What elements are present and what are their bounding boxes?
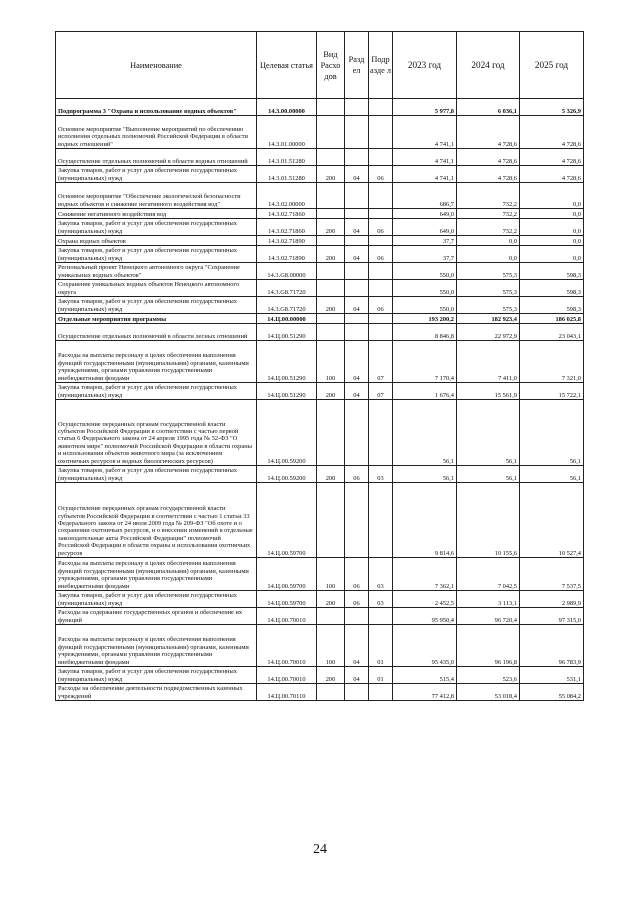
row-type [317,209,345,219]
row-2023: 56,1 [393,466,457,483]
row-2025: 531,1 [520,667,584,684]
row-2025: 97 315,0 [520,608,584,625]
row-section [345,263,369,280]
row-target: 14.3.01.51280 [257,166,317,183]
row-2025: 55 084,2 [520,684,584,701]
row-name: Закупка товаров, работ и услуг для обеспечения государственных (муниципальных) нужд [56,591,257,608]
row-section [345,99,369,116]
row-name: Закупка товаров, работ и услуг для обеспечения государственных (муниципальных) нужд [56,219,257,236]
row-section [345,483,369,558]
row-2024: 575,3 [457,297,520,314]
row-2024: 575,3 [457,280,520,297]
row-name: Закупка товаров, работ и услуг для обеспечения государственных (муниципальных) нужд [56,383,257,400]
row-2023: 95 950,4 [393,608,457,625]
row-2023: 686,7 [393,183,457,209]
row-section: 04 [345,667,369,684]
row-target: 14.Ц.00.00000 [257,314,317,324]
row-target: 14.Ц.00.70010 [257,667,317,684]
row-target: 14.Ц.00.51290 [257,324,317,341]
row-section [345,684,369,701]
header-row [56,32,584,99]
row-section [345,236,369,246]
table-row [56,209,584,219]
row-2025: 7 321,0 [520,341,584,383]
row-section: 04 [345,383,369,400]
row-2024: 732,2 [457,219,520,236]
row-type [317,483,345,558]
row-name: Закупка товаров, работ и услуг для обеспечения государственных (муниципальных) нужд [56,297,257,314]
row-target: 14.3.02.71890 [257,236,317,246]
row-section [345,149,369,166]
row-subsection [369,608,393,625]
row-type: 200 [317,246,345,263]
table-row [56,483,584,558]
row-subsection [369,116,393,149]
row-2024: 7 042,5 [457,558,520,591]
row-2024: 4 728,6 [457,116,520,149]
row-type [317,608,345,625]
header-target: Целевая статья [257,32,317,99]
row-name: Расходы на выплаты персоналу в целях обеспечения выполнения функций государственными (муниципальными) органами, казенными учреждениями, органами управления государственными внебюджетными фондами [56,341,257,383]
row-type: 200 [317,297,345,314]
table-row [56,219,584,236]
row-subsection [369,280,393,297]
row-2023: 9 814,6 [393,483,457,558]
row-subsection [369,263,393,280]
row-2023: 7 362,1 [393,558,457,591]
row-section [345,183,369,209]
row-name: Осуществление переданных органам государственной власти субъектов Российской Федерации в соответствии с частью 1 статьи 33 Федерального закона от 24 июля 2009 года № 209-ФЗ "Об охоте и о сохранении охотничьих ресурсов, и о внесении изменений в отдельные законодательные акты Российской Федерации" полномочий Российской Федерации в области охраны и использования охотничьих ресурсов [56,483,257,558]
table-row [56,684,584,701]
row-subsection: 06 [369,166,393,183]
row-2023: 37,7 [393,246,457,263]
header-2024: 2024 год [457,32,520,99]
row-2024: 96 720,4 [457,608,520,625]
row-2024: 732,2 [457,209,520,219]
row-2024: 575,3 [457,263,520,280]
row-2024: 4 728,6 [457,166,520,183]
row-type [317,183,345,209]
row-2023: 649,0 [393,209,457,219]
row-section: 04 [345,625,369,667]
row-2025: 56,1 [520,466,584,483]
row-type: 200 [317,383,345,400]
row-subsection [369,149,393,166]
row-target: 14.3.G8.71720 [257,297,317,314]
row-2023: 56,1 [393,400,457,466]
row-name: Закупка товаров, работ и услуг для обеспечения государственных (муниципальных) нужд [56,246,257,263]
row-2023: 4 741,1 [393,149,457,166]
row-section: 04 [345,341,369,383]
row-type: 200 [317,667,345,684]
row-subsection: 03 [369,558,393,591]
row-type [317,236,345,246]
row-2023: 8 846,8 [393,324,457,341]
table-body [56,99,584,701]
header-name: Наименование [56,32,257,99]
row-2024: 56,1 [457,466,520,483]
row-name: Подпрограмма 3 "Охрана и использование водных объектов" [56,99,257,116]
table-row [56,116,584,149]
row-2024: 3 113,1 [457,591,520,608]
row-2025: 0,0 [520,183,584,209]
row-2024: 0,0 [457,246,520,263]
row-name: Охрана водных объектов [56,236,257,246]
table-row [56,149,584,166]
row-2024: 523,6 [457,667,520,684]
row-target: 14.Ц.00.51290 [257,341,317,383]
row-section [345,116,369,149]
row-target: 14.3.02.71860 [257,219,317,236]
row-target: 14.3.01.00000 [257,116,317,149]
row-target: 14.3.00.00000 [257,99,317,116]
row-section [345,400,369,466]
row-2024: 96 196,8 [457,625,520,667]
row-2025: 4 728,6 [520,166,584,183]
table-row [56,263,584,280]
row-name: Осуществление отдельных полномочий в области водных отношений [56,149,257,166]
row-type [317,400,345,466]
row-2025: 7 537,5 [520,558,584,591]
row-section: 04 [345,246,369,263]
row-2025: 0,0 [520,246,584,263]
row-2025: 4 728,6 [520,116,584,149]
row-subsection [369,400,393,466]
table-row [56,608,584,625]
row-2023: 7 170,4 [393,341,457,383]
row-name: Сохранение уникальных водных объектов Ненецкого автономного округа [56,280,257,297]
table-row [56,183,584,209]
row-subsection: 03 [369,591,393,608]
row-name: Основное мероприятие "Выполнение мероприятий по обеспечению исполнения отдельных полномочий Российской Федерации в области водных отношений" [56,116,257,149]
table-row [56,400,584,466]
row-subsection [369,684,393,701]
row-type [317,314,345,324]
row-subsection [369,236,393,246]
budget-table [55,31,584,701]
row-subsection [369,209,393,219]
table-row [56,591,584,608]
table-row [56,314,584,324]
row-section [345,324,369,341]
row-name: Расходы на выплаты персоналу в целях обеспечения выполнения функций государственными (муниципальными) органами, казенными учреждениями, органами управления государственными внебюджетными фондами [56,625,257,667]
header-section: Разд ел [345,32,369,99]
row-target: 14.3.G8.00000 [257,263,317,280]
table-row [56,558,584,591]
table-row [56,236,584,246]
row-2023: 550,0 [393,280,457,297]
row-type [317,324,345,341]
row-2025: 598,3 [520,297,584,314]
row-name: Осуществление переданных органам государственной власти субъектов Российской Федерации в соответствии с частью первой статьи 6 Федерального закона от 24 апреля 1995 года № 52-ФЗ "О животном мире" полномочий Российской Федерации в области охраны и использования объектов животного мира (за исключением охотничьих ресурсов и водных биологических ресурсов) [56,400,257,466]
row-type: 200 [317,166,345,183]
header-2023: 2023 год [393,32,457,99]
header-2025: 2025 год [520,32,584,99]
row-section [345,608,369,625]
row-subsection: 03 [369,466,393,483]
row-2023: 515,4 [393,667,457,684]
row-type [317,149,345,166]
row-2025: 4 728,6 [520,149,584,166]
row-target: 14.Ц.00.59200 [257,466,317,483]
row-2025: 186 025,8 [520,314,584,324]
table-row [56,667,584,684]
row-name: Снижение негативного воздействия вод [56,209,257,219]
row-name: Закупка товаров, работ и услуг для обеспечения государственных (муниципальных) нужд [56,466,257,483]
row-subsection: 06 [369,246,393,263]
row-section: 04 [345,297,369,314]
row-2025: 96 783,9 [520,625,584,667]
row-2023: 550,0 [393,297,457,314]
row-target: 14.3.G8.71720 [257,280,317,297]
row-section [345,314,369,324]
row-target: 14.3.02.71890 [257,246,317,263]
row-subsection [369,99,393,116]
row-2024: 15 561,9 [457,383,520,400]
table-row [56,625,584,667]
row-target: 14.Ц.00.51290 [257,383,317,400]
row-2023: 2 452,5 [393,591,457,608]
table-row [56,324,584,341]
row-2025: 0,0 [520,209,584,219]
table-row [56,166,584,183]
row-2024: 22 972,9 [457,324,520,341]
row-name: Отдельные мероприятия программы [56,314,257,324]
row-target: 14.Ц.00.59700 [257,558,317,591]
row-2025: 598,3 [520,263,584,280]
row-subsection: 07 [369,383,393,400]
row-name: Закупка товаров, работ и услуг для обеспечения государственных (муниципальных) нужд [56,667,257,684]
row-name: Расходы на содержание государственных органов и обеспечение их функций [56,608,257,625]
row-subsection [369,314,393,324]
row-section: 06 [345,558,369,591]
row-target: 14.3.02.00000 [257,183,317,209]
row-subsection [369,483,393,558]
row-type: 200 [317,591,345,608]
row-2024: 56,1 [457,400,520,466]
row-2024: 732,2 [457,183,520,209]
row-type: 100 [317,558,345,591]
row-2023: 4 741,1 [393,166,457,183]
row-2024: 7 411,0 [457,341,520,383]
row-target: 14.Ц.00.70010 [257,608,317,625]
row-name: Расходы на выплаты персоналу в целях обеспечения выполнения функций государственными (муниципальными) органами, казенными учреждениями, органами управления государственными внебюджетными фондами [56,558,257,591]
row-2025: 0,0 [520,236,584,246]
row-type: 100 [317,625,345,667]
header-type: Вид Расхо дов [317,32,345,99]
row-type [317,684,345,701]
row-section: 06 [345,466,369,483]
row-2024: 0,0 [457,236,520,246]
row-subsection: 07 [369,341,393,383]
row-2025: 0,0 [520,219,584,236]
row-2025: 5 326,9 [520,99,584,116]
row-2023: 4 741,1 [393,116,457,149]
row-type [317,280,345,297]
row-target: 14.3.01.51280 [257,149,317,166]
row-2025: 2 989,9 [520,591,584,608]
row-2023: 649,0 [393,219,457,236]
row-subsection: 01 [369,625,393,667]
row-2025: 598,3 [520,280,584,297]
row-target: 14.Ц.00.59700 [257,591,317,608]
row-subsection [369,183,393,209]
table-row [56,297,584,314]
row-2023: 5 977,8 [393,99,457,116]
table-row [56,246,584,263]
page-number: 24 [313,842,327,857]
row-section [345,209,369,219]
row-type [317,99,345,116]
row-type [317,263,345,280]
row-2023: 95 435,0 [393,625,457,667]
row-target: 14.3.02.71860 [257,209,317,219]
row-target: 14.Ц.00.70110 [257,684,317,701]
row-2024: 4 728,6 [457,149,520,166]
table-row [56,341,584,383]
row-2024: 53 018,4 [457,684,520,701]
row-2023: 1 676,4 [393,383,457,400]
row-target: 14.Ц.00.59200 [257,400,317,466]
row-name: Региональный проект Ненецкого автономного округа "Сохранение уникальных водных объектов" [56,263,257,280]
row-2025: 10 527,4 [520,483,584,558]
row-section [345,280,369,297]
row-type: 100 [317,341,345,383]
row-target: 14.Ц.00.59700 [257,483,317,558]
row-section: 04 [345,219,369,236]
row-subsection: 06 [369,219,393,236]
row-2024: 10 155,6 [457,483,520,558]
header-subsection: Подр азде л [369,32,393,99]
row-2024: 182 923,4 [457,314,520,324]
row-subsection: 06 [369,297,393,314]
row-2025: 56,1 [520,400,584,466]
row-2023: 550,0 [393,263,457,280]
row-2025: 15 722,1 [520,383,584,400]
row-section: 06 [345,591,369,608]
table-row [56,466,584,483]
row-2025: 23 043,1 [520,324,584,341]
row-type: 200 [317,466,345,483]
row-name: Расходы на обеспечение деятельности подведомственных казенных учреждений [56,684,257,701]
row-2023: 193 200,2 [393,314,457,324]
row-subsection: 01 [369,667,393,684]
table-row [56,280,584,297]
row-section: 04 [345,166,369,183]
row-2024: 6 036,1 [457,99,520,116]
table-row [56,99,584,116]
row-2023: 77 412,8 [393,684,457,701]
row-2023: 37,7 [393,236,457,246]
row-subsection [369,324,393,341]
row-type [317,116,345,149]
row-name: Закупка товаров, работ и услуг для обеспечения государственных (муниципальных) нужд [56,166,257,183]
row-target: 14.Ц.00.70010 [257,625,317,667]
row-name: Основное мероприятие "Обеспечение экологической безопасности водных объектов и снижение негативного воздействия вод" [56,183,257,209]
row-name: Осуществление отдельных полномочий в области лесных отношений [56,324,257,341]
row-type: 200 [317,219,345,236]
table-row [56,383,584,400]
